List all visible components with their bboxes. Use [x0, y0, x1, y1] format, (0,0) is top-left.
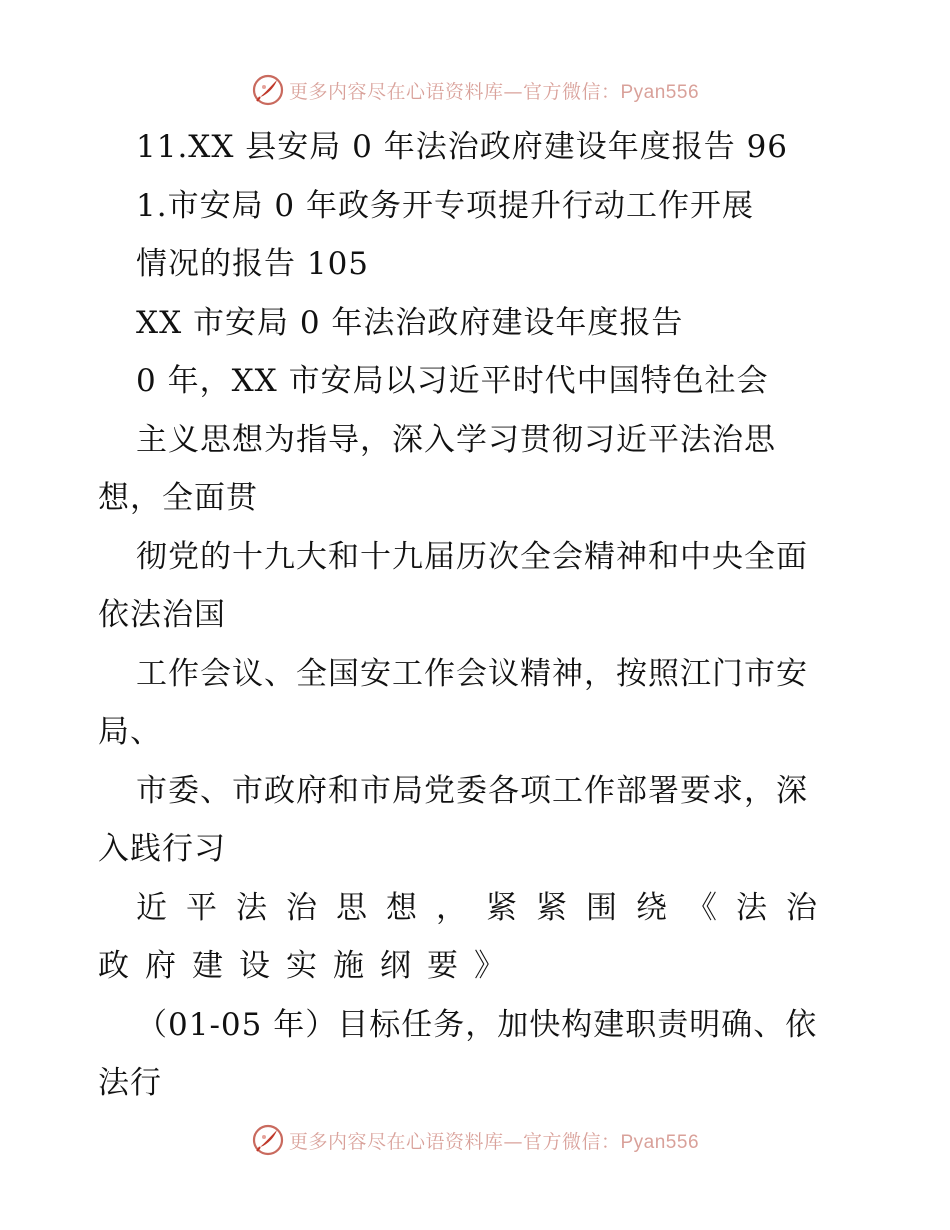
header-banner-text — [289, 77, 699, 104]
body-line: 想，全面贯 — [98, 480, 258, 516]
body-line: （01-05 年）目标任务，加快构建职责明确、依 — [136, 1006, 818, 1043]
body-line: 入践行习 — [98, 831, 226, 867]
header-wechat-id: Pyan556 — [620, 81, 700, 103]
body-line: 1.市安局 0 年政务开专项提升行动工作开展 — [136, 187, 755, 224]
body-line: 局、 — [98, 714, 162, 750]
footer-wechat-id: Pyan556 — [620, 1131, 700, 1153]
body-line: 11.XX 县安局 0 年法治政府建设年度报告 96 — [136, 129, 789, 165]
footer-banner-text — [289, 1127, 699, 1154]
quill-pen-logo-icon — [251, 1123, 285, 1157]
body-line: 主义思想为指导，深入学习贯彻习近平法治思 — [136, 421, 776, 458]
body-line: 近平法治思想，紧紧围绕《法治 — [136, 889, 836, 926]
body-line: 依法治国 — [98, 597, 226, 633]
header-banner — [0, 68, 950, 112]
body-line: 法行 — [98, 1065, 162, 1101]
body-line: 市委、市政府和市局党委各项工作部署要求，深 — [136, 772, 808, 809]
body-line: 0 年，XX 市安局以习近平时代中国特色社会 — [136, 363, 769, 399]
body-line: 情况的报告 105 — [136, 246, 370, 282]
document-body — [98, 118, 854, 1113]
body-line: XX 市安局 0 年法治政府建设年度报告 — [136, 304, 684, 341]
body-line: 政府建设实施纲要》 — [98, 948, 521, 984]
body-line: 工作会议、全国安工作会议精神，按照江门市安 — [136, 655, 808, 692]
header-banner-label: 更多内容尽在心语资料库—官方微信： — [288, 80, 621, 103]
footer-banner-label: 更多内容尽在心语资料库—官方微信： — [288, 1130, 621, 1153]
footer-banner — [0, 1118, 950, 1162]
body-line: 彻党的十九大和十九届历次全会精神和中央全面 — [136, 538, 808, 575]
quill-pen-logo-icon — [251, 73, 285, 107]
